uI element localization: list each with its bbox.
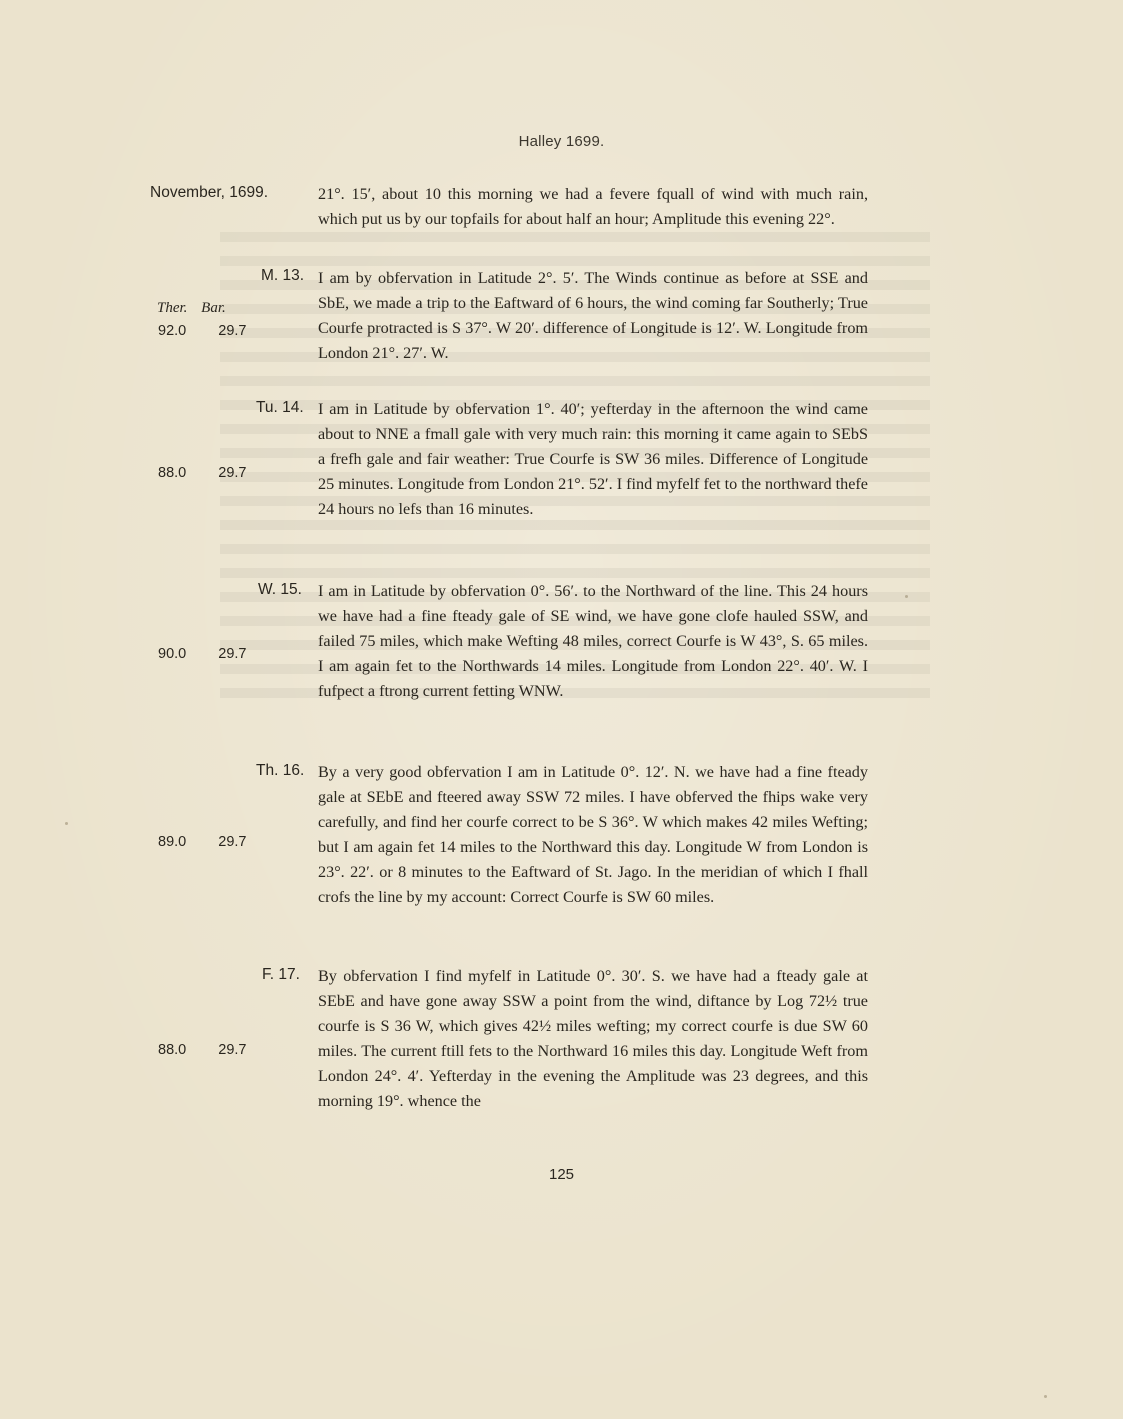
entry-date: F. 17. (262, 966, 300, 983)
weather-reading: 89.0 29.7 (158, 834, 247, 850)
entry-date: Th. 16. (256, 762, 305, 779)
entry-text: By obfervation I find myfelf in Latitude 0°. 30′. S. we have had a fteady gale at SEbE and have gone away SSW a point from the wind, diftance by Log 72½ true courfe is S 36 W, which gives 42½ miles wefting; my correct courfe is due SW 60 miles. The current ftill fets to the Northward 16 miles this day. Longitude Weft from London 24°. 4′. Yefterday in the evening the Amplitude was 23 degrees, and this morning 19°. whence the (318, 967, 868, 1110)
entry-text: I am by obfervation in Latitude 2°. 5′. The Winds continue as before at SSE and SbE, we made a trip to the Eaftward of 6 hours, the wind coming far Southerly; True Courfe protracted is S 37°. W 20′. difference of Longitude is 12′. W. Longitude from London 21°. 27′. W. (318, 269, 868, 362)
paper-speck (1044, 1395, 1047, 1398)
weather-reading: 90.0 29.7 (158, 646, 247, 662)
entry-text: 21°. 15′, about 10 this morning we had a fevere fquall of wind with much rain, which put us by our topfails for about half an hour; Amplitude this evening 22°. (318, 185, 868, 228)
entry-date: Tu. 14. (256, 399, 304, 416)
weather-reading: 88.0 29.7 (158, 465, 247, 481)
running-head: Halley 1699. (518, 133, 605, 150)
entry-date: W. 15. (258, 581, 302, 598)
page-number: 125 (548, 1166, 575, 1183)
entry-date: M. 13. (261, 267, 305, 284)
entry-text: I am in Latitude by obfervation 0°. 56′. to the Northward of the line. This 24 hours we have had a fine fteady gale of SE wind, we have gone clofe hauled SSW, and failed 75 miles, which make Wefting 48 miles, correct Courfe is W 43°, S. 65 miles. I am again fet to the Northwards 14 miles. Longitude from London 22°. 40′. W. I fufpect a ftrong current fetting WNW. (318, 582, 868, 700)
entry-text: By a very good obfervation I am in Latitude 0°. 12′. N. we have had a fine fteady gale at SEbE and fteered away SSW 72 miles. I have obferved the fhips wake very carefully, and find her courfe correct to be S 36°. W which makes 42 miles Wefting; but I am again fet 14 miles to the Northward this day. Longitude W from London is 23°. 22′. or 8 minutes to the Eaftward of St. Jago. In the meridian of which I fhall crofs the line by my account: Correct Courfe is SW 60 miles. (318, 763, 868, 906)
weather-reading: 92.0 29.7 (158, 323, 247, 339)
weather-reading: 88.0 29.7 (158, 1042, 247, 1058)
entry-date: November, 1699. (150, 184, 269, 201)
paper-speck (65, 822, 68, 825)
observation-column-header: Ther. Bar. (157, 300, 226, 316)
entry-text: I am in Latitude by obfervation 1°. 40′; yefterday in the afternoon the wind came about to NNE a fmall gale with very much rain: this morning it came again to SEbS a frefh gale and fair weather: True Courfe is SW 36 miles. Difference of Longitude 25 minutes. Longitude from London 21°. 52′. I find myfelf fet to the northward thefe 24 hours no lefs than 16 minutes. (318, 400, 868, 518)
paper-speck (905, 595, 908, 598)
